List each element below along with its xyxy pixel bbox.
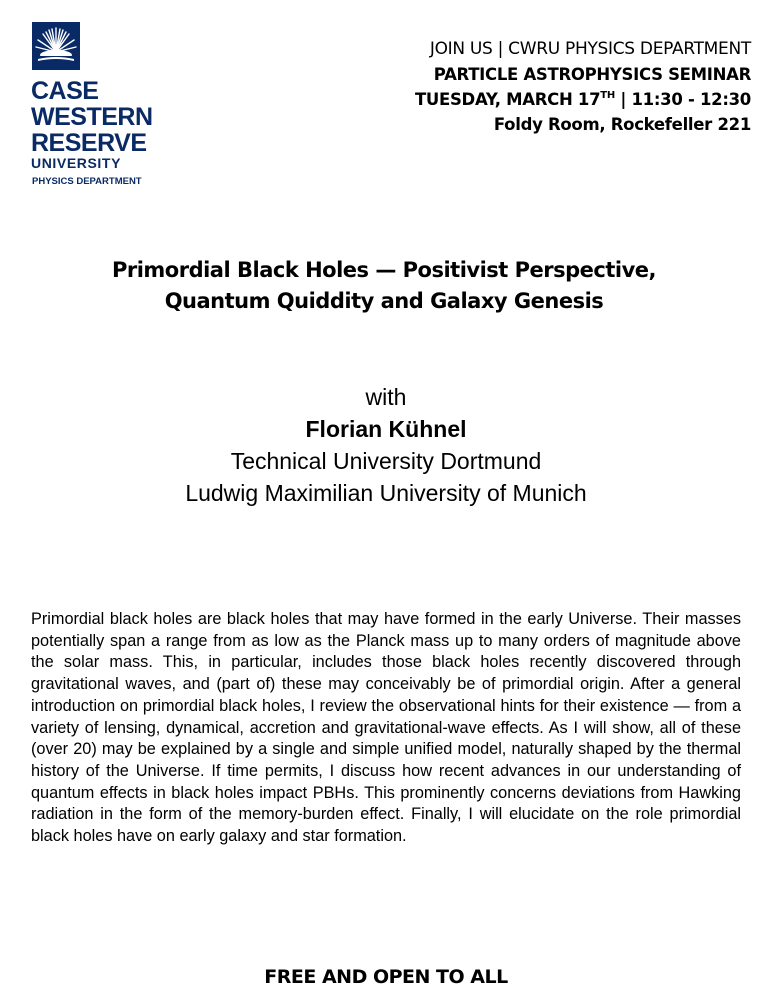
footer-admission: FREE AND OPEN TO ALL <box>264 966 508 988</box>
logo-word-university: UNIVERSITY <box>31 155 122 171</box>
event-header <box>415 37 751 137</box>
talk-title <box>0 255 768 317</box>
header-date-line <box>415 87 751 112</box>
talk-title-line-2: Quantum Quiddity and Galaxy Genesis <box>164 289 604 313</box>
header-date-suffix: TH <box>600 90 615 101</box>
speaker-affiliation-2: Ludwig Maximilian University of Munich <box>185 480 587 506</box>
speaker-block <box>0 381 768 509</box>
logo-word-western: WESTERN <box>31 103 153 131</box>
header-join-line: JOIN US | CWRU PHYSICS DEPARTMENT <box>429 39 751 59</box>
speaker-with: with <box>365 384 407 410</box>
speaker-affiliation-1: Technical University Dortmund <box>230 448 542 474</box>
header-time: | 11:30 - 12:30 <box>614 90 751 109</box>
talk-abstract: Primordial black holes are black holes that may have formed in the early Universe. Their masses potentially span a range from as low as the Planck mass up to many orders of magnitude above the solar mass. This, in particular, includes those black holes recently discovered through gravitational waves, and (part of) these may conceivably be of primordial origin. After a general introduction on primordial black holes, I review the observational hints for their existence — from a variety of lensing, dynamical, accretion and gravitational-wave effects. As I will show, all of these (over 20) may be explained by a single and simple unified model, naturally shaped by the thermal history of the Universe. If time permits, I discuss how recent advances in our understanding of quantum effects in black holes impact PBHs. This prominently concerns deviations from Hawking radiation in the form of the memory-burden effect. Finally, I will elucidate on the role primordial black holes have on early galaxy and star formation. <box>31 610 741 846</box>
logo-department: PHYSICS DEPARTMENT <box>32 176 142 187</box>
speaker-name: Florian Kühnel <box>305 416 467 442</box>
logo-word-reserve: RESERVE <box>31 129 147 157</box>
header-seminar-line: PARTICLE ASTROPHYSICS SEMINAR <box>433 65 751 84</box>
talk-title-line-1: Primordial Black Holes — Positivist Perspective, <box>111 258 657 282</box>
university-logo <box>31 22 166 187</box>
header-date: TUESDAY, MARCH 17 <box>414 90 601 109</box>
logo-word-case: CASE <box>31 77 99 105</box>
sunburst-logo-icon <box>32 22 80 70</box>
header-location: Foldy Room, Rockefeller 221 <box>493 115 751 134</box>
